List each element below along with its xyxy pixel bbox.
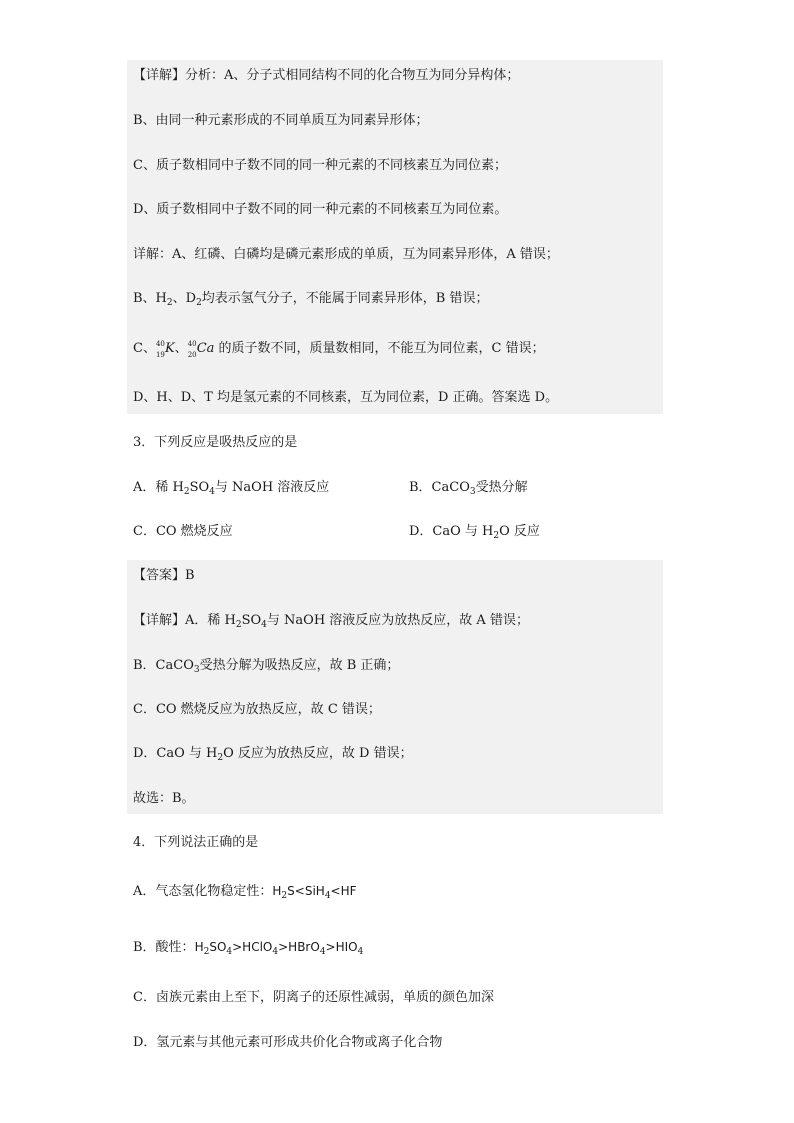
isotope-k: 40 19 K: [155, 340, 175, 359]
b1-line-5: 详解：A、红磷、白磷均是磷元素形成的单质，互为同素异形体，A 错误；: [133, 247, 559, 262]
q3-explain-c: C．CO 燃烧反应为放热反应，故 C 错误；: [133, 702, 381, 717]
q4-option-a: A．气态氢化物稳定性：$H_2S<SiH_4<HF$: [133, 884, 357, 901]
q4-option-d: D．氢元素与其他元素可形成共价化合物或离子化合物: [133, 1035, 443, 1050]
q3-stem: 3．下列反应是吸热反应的是: [133, 435, 298, 450]
b1-line-7: C、 40 19 K、 40 20 Ca 的质子数不同，质量数相同，不能互为同位素，C 错误；: [133, 340, 545, 359]
q3-conclusion: 故选：B。: [133, 791, 195, 806]
q3-option-d: D．CaO 与 $H_2O$ 反应: [409, 524, 540, 541]
isotope-ca: 40 20 Ca: [187, 340, 215, 359]
q3-option-b: B．CaCO$_3$受热分解: [409, 480, 528, 497]
b1-line-4: D、质子数相同中子数不同的同一种元素的不同核素互为同位素。: [133, 202, 508, 217]
b1-line-1: 【详解】分析：A、分子式相同结构不同的化合物互为同分异构体；: [133, 68, 520, 83]
q3-explain-b: B．CaCO$_3$受热分解为吸热反应，故 B 正确；: [133, 658, 400, 675]
explanation-block-2: [127, 560, 663, 814]
b1-line-6: B、$H_2$、$D_2$均表示氢气分子，不能属于同素异形体，B 错误；: [133, 291, 489, 308]
b1-line-8: D、H、D、T 均是氢元素的不同核素，互为同位素，D 正确。答案选 D。: [133, 390, 559, 405]
q3-answer: 【答案】B: [133, 568, 195, 583]
q3-option-a: A．稀 $H_2SO_4$与 NaOH 溶液反应: [133, 480, 330, 497]
q3-explain-a: 【详解】A．稀 $H_2SO_4$与 NaOH 溶液反应为放热反应，故 A 错误；: [133, 613, 529, 630]
q4-option-b: B．酸性：$H_2SO_4>HClO_4>HBrO_4>HIO_4$: [133, 940, 364, 957]
b1-line-3: C、质子数相同中子数不同的同一种元素的不同核素互为同位素；: [133, 158, 507, 173]
b1-line-2: B、由同一种元素形成的不同单质互为同素异形体；: [133, 113, 429, 128]
q3-explain-d: D．CaO 与 $H_2O$ 反应为放热反应，故 D 错误；: [133, 746, 413, 763]
q4-option-c: C．卤族元素由上至下，阴离子的还原性减弱，单质的颜色加深: [133, 990, 494, 1005]
q3-option-c: C．CO 燃烧反应: [133, 524, 233, 539]
q4-stem: 4．下列说法正确的是: [133, 835, 259, 850]
